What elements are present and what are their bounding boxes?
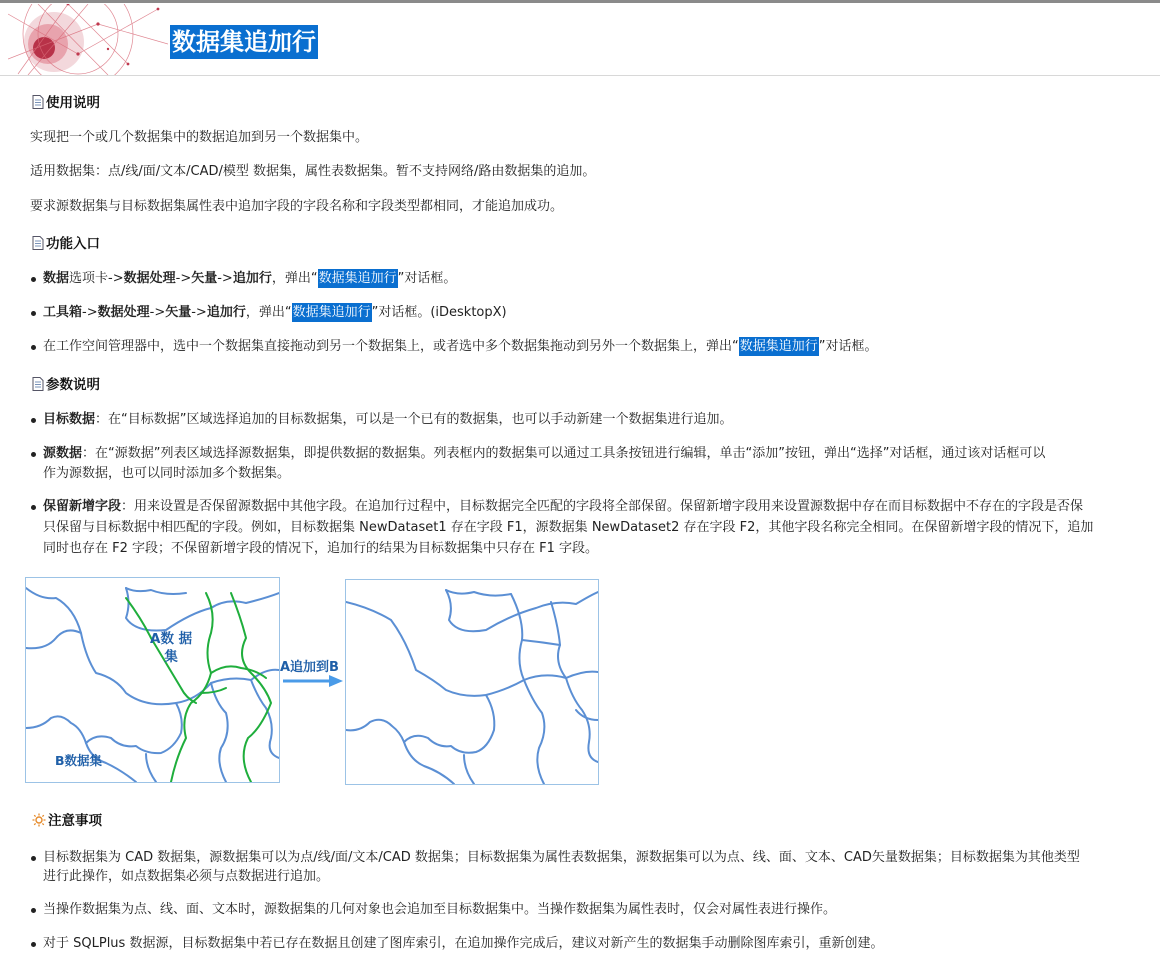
list-bullet <box>31 908 36 913</box>
usage-paragraph-1: 实现把一个或几个数据集中的数据追加到另一个数据集中。 <box>30 130 369 145</box>
entry-item-1: 数据选项卡->数据处理->矢量->追加行，弹出“数据集追加行”对话框。 <box>43 271 457 286</box>
figure-label-dataset-b: B数据集 <box>55 753 103 768</box>
params-item-keep-fields-line2: 只保留与目标数据中相匹配的字段。例如，目标数据集 NewDataset1 存在字段 F1，源数据集 NewDataset2 存在字段 F2，其他字段名称完全相同。在保留新增字段的情况下，追加 <box>43 520 1094 535</box>
list-bullet <box>31 452 36 457</box>
figure-label-dataset-a: A数 据 集 <box>150 631 193 665</box>
list-bullet <box>31 345 36 350</box>
figure-map-before <box>25 577 280 783</box>
figure-arrow-label: A追加到B <box>280 660 339 675</box>
dialog-link[interactable]: 数据集追加行 <box>318 271 397 286</box>
section-heading-usage: 使用说明 <box>32 94 100 112</box>
header-logo-graphic <box>8 4 168 75</box>
list-bullet <box>31 277 36 282</box>
page-title: 数据集追加行 <box>170 25 318 59</box>
section-heading-notes: 注意事项 <box>32 812 102 830</box>
document-icon <box>32 377 44 391</box>
entry-item-3: 在工作空间管理器中，选中一个数据集直接拖动到另一个数据集上，或者选中多个数据集拖动到另外一个数据集上，弹出“数据集追加行”对话框。 <box>43 339 878 354</box>
notes-item-1: 目标数据集为 CAD 数据集，源数据集可以为点/线/面/文本/CAD 数据集；目标数据集为属性表数据集，源数据集可以为点、线、面、文本、CAD矢量数据集；目标数据集为其他类型 <box>43 850 1080 865</box>
usage-paragraph-2: 适用数据集：点/线/面/文本/CAD/模型 数据集，属性表数据集。暂不支持网络/路由数据集的追加。 <box>30 164 596 179</box>
dialog-link[interactable]: 数据集追加行 <box>739 339 818 354</box>
entry-item-2: 工具箱->数据处理->矢量->追加行，弹出“数据集追加行”对话框。(iDesktopX) <box>43 305 507 320</box>
document-icon <box>32 95 44 109</box>
section-heading-params: 参数说明 <box>32 376 100 394</box>
usage-paragraph-3: 要求源数据集与目标数据集属性表中追加字段的字段名称和字段类型都相同，才能追加成功。 <box>30 199 564 214</box>
map-after-graphic <box>346 580 598 784</box>
list-bullet <box>31 856 36 861</box>
notes-item-1-line2: 进行此操作，如点数据集必须与点数据进行追加。 <box>43 869 330 884</box>
params-item-keep-fields-line3: 同时也存在 F2 字段；不保留新增字段的情况下，追加行的结果为目标数据集中只存在 F1 字段。 <box>43 541 599 556</box>
list-bullet <box>31 942 36 947</box>
dialog-link[interactable]: 数据集追加行 <box>292 305 371 320</box>
document-icon <box>32 236 44 250</box>
params-item-source-line2: 作为源数据，也可以同时添加多个数据集。 <box>43 466 291 481</box>
list-bullet <box>31 418 36 423</box>
page-header <box>0 3 1160 76</box>
sun-icon <box>32 813 46 827</box>
figure-map-after <box>345 579 599 785</box>
notes-item-2: 当操作数据集为点、线、面、文本时，源数据集的几何对象也会追加至目标数据集中。当操作数据集为属性表时，仅会对属性表进行操作。 <box>43 902 837 917</box>
arrow-right-icon <box>281 673 345 689</box>
list-bullet <box>31 505 36 510</box>
list-bullet <box>31 311 36 316</box>
section-heading-entry: 功能入口 <box>32 235 100 253</box>
notes-item-3: 对于 SQLPlus 数据源，目标数据集中若已存在数据且创建了图库索引，在追加操作完成后，建议对新产生的数据集手动删除图库索引，重新创建。 <box>43 936 884 951</box>
params-item-target: 目标数据：在“目标数据”区域选择追加的目标数据集，可以是一个已有的数据集，也可以手动新建一个数据集进行追加。 <box>43 412 733 427</box>
params-item-source: 源数据：在“源数据”列表区域选择源数据集，即提供数据的数据集。列表框内的数据集可以通过工具条按钮进行编辑，单击“添加”按钮，弹出“选择”对话框，通过该对话框可以 <box>43 446 1046 461</box>
params-item-keep-fields: 保留新增字段：用来设置是否保留源数据中其他字段。在追加行过程中，目标数据完全匹配的字段将全部保留。保留新增字段用来设置源数据中存在而目标数据中不存在的字段是否保 <box>43 499 1084 514</box>
